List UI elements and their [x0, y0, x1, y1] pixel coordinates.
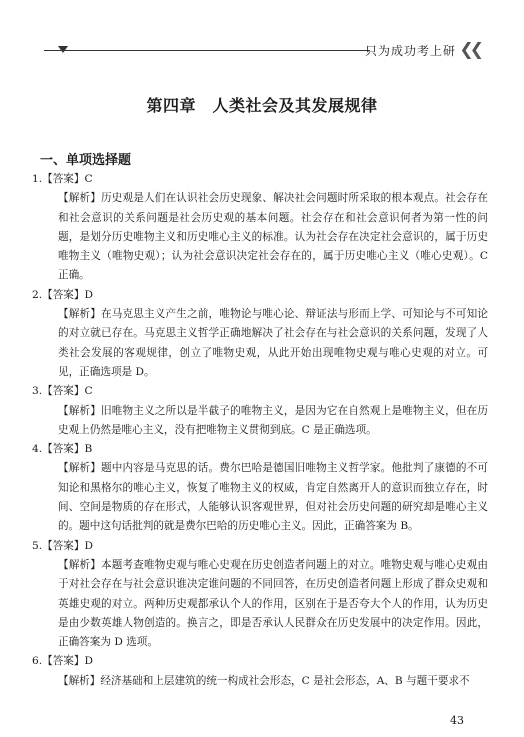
answer-line: 3.【答案】C [32, 385, 93, 398]
page-number: 43 [450, 714, 464, 727]
answer-line: 1.【答案】C [32, 173, 93, 185]
answer-item-2 [32, 286, 488, 382]
answer-item-1 [32, 170, 488, 286]
double-chevron-icon: ❮❮ [459, 40, 480, 60]
analysis-paragraph: 【解析】经济基础和上层建筑的统一构成社会形态，C 是社会形态，A、B 与题干要求不 [58, 674, 470, 687]
answer-line: 6.【答案】D [32, 655, 93, 668]
running-header [44, 40, 480, 62]
analysis-paragraph: 【解析】旧唯物主义之所以是半截子的唯物主义，是因为它在自然观上是唯物主义，但在历史观上仍然是唯心主义，没有把唯物主义贯彻到底。C 是正确选项。 [58, 404, 488, 436]
answer-item-4 [32, 440, 488, 536]
analysis-paragraph: 【解析】历史观是人们在认识社会历史现象、解决社会问题时所采取的根本观点。社会存在和社会意识的关系问题是社会历史观的基本问题。社会存在和社会意识何者为第一性的问题，是划分历史唯物主义和历史唯心主义的标准。认为社会存在决定社会意识的，属于历史唯物主义（唯物史观）；认为社会意识决定社会存在的，属于历史唯心主义（唯心史观）。C 正确。 [58, 192, 488, 282]
answer-item-3 [32, 382, 488, 440]
answer-line: 4.【答案】B [32, 443, 93, 456]
header-rule [44, 50, 370, 51]
triangle-marker-icon [58, 46, 68, 53]
answer-item-5 [32, 537, 488, 653]
answer-item-6 [32, 652, 488, 691]
chapter-title: 第四章 人类社会及其发展规律 [146, 96, 378, 115]
analysis-paragraph: 【解析】在马克思主义产生之前，唯物论与唯心论、辩证法与形而上学、可知论与不可知论的对立就已存在。马克思主义哲学正确地解决了社会存在与社会意识的关系问题，发现了人类社会发展的客观规律，创立了唯物史观，从此开始出现唯物史观与唯心史观的对立。可见，正确选项是 D。 [58, 308, 488, 378]
answer-line: 5.【答案】D [32, 539, 93, 552]
analysis-paragraph: 【解析】题中内容是马克思的话。费尔巴哈是德国旧唯物主义哲学家。他批判了康德的不可知论和黑格尔的唯心主义，恢复了唯物主义的权威，肯定自然离开人的意识而独立存在，时间、空间是物质的存在形式，人能够认识客观世界，但对社会历史问题的研究却是唯心主义的。题中这句话批判的就是费尔巴哈的历史唯心主义。因此，正确答案为 B。 [58, 462, 488, 533]
answer-line: 2.【答案】D [32, 288, 93, 301]
section-title: 一、单项选择题 [40, 153, 132, 168]
answer-list [32, 170, 488, 691]
analysis-paragraph: 【解析】本题考查唯物史观与唯心史观在历史创造者问题上的对立。唯物史观与唯心史观由于对社会存在与社会意识谁决定谁问题的不同回答，在历史创造者问题上形成了群众史观和英雄史观的对立。两种历史观都承认个人的作用，区别在于是否夸大个人的作用，认为历史是由少数英雄人物创造的。换言之，即是否承认人民群众在历史发展中的决定作用。因此，正确答案为 D 选项。 [58, 558, 488, 649]
header-slogan: 只为成功考上研 [364, 44, 456, 58]
